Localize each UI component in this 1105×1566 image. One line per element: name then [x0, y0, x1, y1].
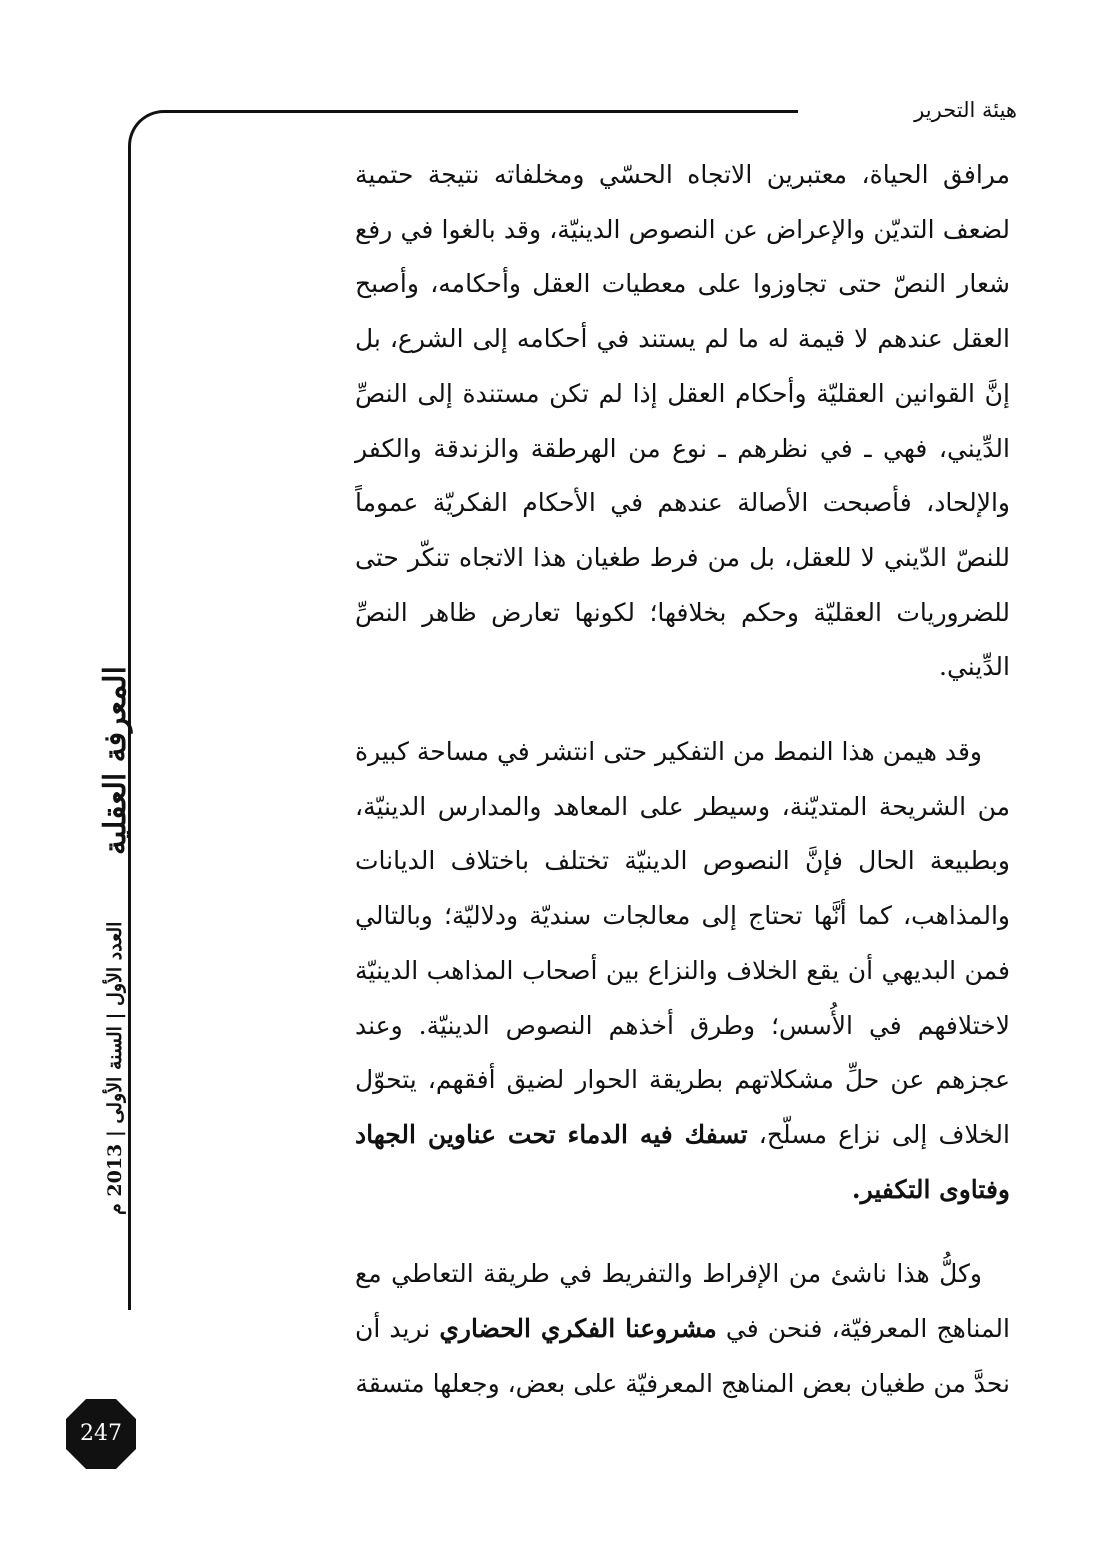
paragraph-2-bold-text: تسفك فيه الدماء تحت عناوين الجهاد وفتاوى التكفير. — [355, 1119, 1010, 1204]
journal-logo: المعرفة العقلية — [98, 666, 133, 856]
paragraph-2 — [355, 725, 1010, 1217]
page-number-badge — [64, 1397, 138, 1471]
paragraph-1-text: مرافق الحياة، معتبرين الاتجاه الحسّي ومخلفاته نتيجة حتمية لضعف التديّن والإعراض عن النصوص الدينيّة، وقد بالغوا في رفع شعار النصّ حتى تجاوزوا على معطيات العقل وأحكامه، وأصبح العقل عندهم لا قيمة له ما لم يستند في أحكامه إلى الشرع، بل إنَّ القوانين العقليّة وأحكام العقل إذا لم تكن مستندة إلى النصِّ الدِّيني، فهي ـ في نظرهم ـ نوع من الهرطقة والزندقة والكفر والإلحاد، فأصبحت الأصالة عندهم في الأحكام الفكريّة عموماً للنصّ الدّيني لا للعقل، بل من فرط طغيان هذا الاتجاه تنكّر حتى للضروريات العقليّة وحكم بخلافها؛ لكونها تعارض ظاهر النصِّ الدِّيني. — [355, 160, 1010, 682]
paragraph-1 — [355, 148, 1010, 695]
paragraph-2-text: وقد هيمن هذا النمط من التفكير حتى انتشر في مساحة كبيرة من الشريحة المتديّنة، وسيطر على المعاهد والمدارس الدينيّة، وبطبيعة الحال فإنَّ النصوص الدينيّة تختلف باختلاف الديانات والمذاهب، كما أنَّها تحتاج إلى معالجات سنديّة ودلاليّة؛ وبالتالي فمن البديهي أن يقع الخلاف والنزاع بين أصحاب المذاهب الدينيّة لاختلافهم في الأُسس؛ وطرق أخذهم النصوص الدينيّة. وعند عجزهم عن حلِّ مشكلاتهم بطريقة الحوار لضيق أفقهم، يتحوّل الخلاف إلى نزاع مسلّح، — [355, 737, 1010, 1149]
main-text — [355, 148, 1010, 1411]
paragraph-3-bold-text: مشروعنا الفكري الحضاري — [439, 1314, 717, 1344]
page-number: 247 — [80, 1421, 122, 1446]
issue-info: العدد الأول | السنة الأولى | 2013 م — [104, 921, 126, 1215]
paragraph-3 — [355, 1247, 1010, 1411]
paragraph-3-text-b: نريد أن نحدَّ من طغيان بعض المناهج المعرفيّة على بعض، وجعلها متسقة — [355, 1314, 1010, 1398]
paragraph-3-text-a: وكلُّ هذا ناشئ من الإفراط والتفريط في طريقة التعاطي مع المناهج المعرفيّة، فنحن في — [355, 1259, 1010, 1344]
running-header: هيئة التحرير — [914, 98, 1017, 122]
